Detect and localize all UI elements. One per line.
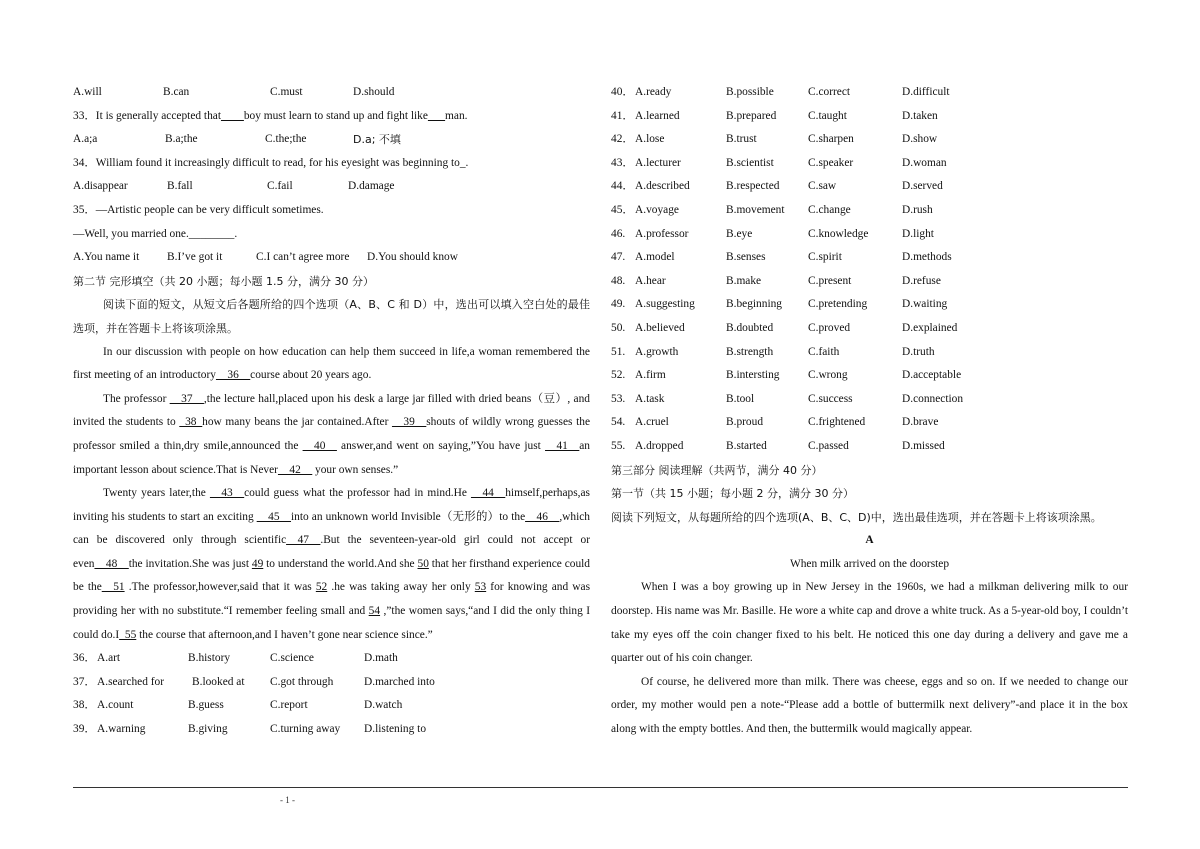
option-c: C.report xyxy=(270,699,308,712)
option-a: A.count xyxy=(97,699,134,712)
options-row xyxy=(611,364,1128,388)
option-d: D.You should know xyxy=(367,251,458,264)
option-b: B.looked at xyxy=(192,675,245,688)
q33-options xyxy=(73,128,590,152)
option-d: D.damage xyxy=(348,180,395,193)
question-33: 33．It is generally accepted that____boy must learn to stand up and fight like___man. xyxy=(73,109,468,122)
option-d: D.refuse xyxy=(902,274,941,287)
option-c: C.got through xyxy=(270,675,334,688)
option-b: B.eye xyxy=(726,227,753,240)
option-a: A.art xyxy=(97,652,121,665)
option-b: B.trust xyxy=(726,133,757,146)
option-d: D.listening to xyxy=(364,723,427,736)
option-a: A.suggesting xyxy=(635,298,695,311)
option-number: 42． xyxy=(611,133,634,146)
options-row-36 xyxy=(73,647,590,671)
blank-38: _38_ xyxy=(179,416,203,429)
option-c: C.I can’t agree more xyxy=(256,251,350,264)
option-c: C.sharpen xyxy=(808,133,854,146)
left-column xyxy=(73,81,590,742)
cloze-instruction: 阅读下面的短文，从短文后各题所给的四个选项（A、B、C 和 D）中，选出可以填入空白处的最佳选项，并在答题卡上将该项涂黑。 xyxy=(73,298,590,335)
question-35-reply: —Well, you married one.________. xyxy=(73,227,238,240)
options-row xyxy=(611,435,1128,459)
blank-39: __39__ xyxy=(392,416,427,429)
blank-40: __40__ xyxy=(302,439,337,452)
option-c: C.present xyxy=(808,274,852,287)
option-c: C.faith xyxy=(808,345,840,358)
option-b: B.senses xyxy=(726,251,766,264)
option-b: B.proud xyxy=(726,416,764,429)
option-d: D.light xyxy=(902,227,934,240)
option-b: B.movement xyxy=(726,203,785,216)
option-b: B.doubted xyxy=(726,321,774,334)
option-b: B.guess xyxy=(188,699,224,712)
option-d: D.math xyxy=(364,652,398,665)
blank-49: 49 xyxy=(251,557,264,570)
option-d: D.rush xyxy=(902,203,933,216)
option-number: 38． xyxy=(73,699,96,712)
part-3-heading: 第三部分 阅读理解（共两节，满分 40 分） xyxy=(611,463,823,477)
blank-53: 53 xyxy=(474,581,487,594)
option-c: C.proved xyxy=(808,321,851,334)
option-a: A.searched for xyxy=(97,675,165,688)
cloze-paragraph-3: Twenty years later,the __43__could guess what the professor had in mind.He __44__himself,perhaps,as inviting his students to start an exciting __45__into an unknown world Invisible（无形的）to the__46__,which can be discovered only through scientific__47__.But the seventeen-year-old girl could not accept or even__48__the invitation.She was just 49 to understand the world.And she 50 that her firsthand experience could be the__51 .The professor,however,said that it was 52 .he was taking away her only 53 for knowing and was providing her with no substitute.“I remember feeling small and 54 ,”the women says,“and I did the only thing I could do.I_55 the course that afternoon,and I haven’t gone near science since.” xyxy=(73,487,591,641)
option-a: A.task xyxy=(635,392,665,405)
option-a: A.believed xyxy=(635,321,685,334)
question-35: 35．—Artistic people can be very difficult sometimes. xyxy=(73,203,324,216)
option-c: C.fail xyxy=(267,180,293,193)
options-row-38 xyxy=(73,694,590,718)
option-number: 45． xyxy=(611,203,634,216)
options-row xyxy=(611,388,1128,412)
option-b: B.history xyxy=(188,652,231,665)
option-d: D.show xyxy=(902,133,938,146)
option-c: C.the;the xyxy=(265,133,307,146)
option-number: 39． xyxy=(73,723,96,736)
options-row-37 xyxy=(73,671,590,695)
option-d: D.marched into xyxy=(364,675,435,688)
option-a: A.cruel xyxy=(635,416,669,429)
question-34: 34．William found it increasingly difficult to read, for his eyesight was beginning to_. xyxy=(73,156,469,169)
option-c: C.passed xyxy=(808,439,849,452)
option-d: D.acceptable xyxy=(902,369,962,382)
option-d: D.truth xyxy=(902,345,935,358)
section-1-heading: 第一节（共 15 小题；每小题 2 分，满分 30 分） xyxy=(611,487,854,501)
option-a: A.hear xyxy=(635,274,666,287)
q35-options xyxy=(73,246,590,270)
option-b: B.I’ve got it xyxy=(167,251,223,264)
page-number: - 1 - xyxy=(280,795,295,805)
option-b: B.beginning xyxy=(726,298,783,311)
blank-42: __42__ xyxy=(277,463,313,476)
option-a: A.model xyxy=(635,251,675,264)
option-c: C.success xyxy=(808,392,853,405)
footer-divider xyxy=(73,787,1128,788)
blank-52: 52 xyxy=(315,581,328,594)
blank-46: __46__ xyxy=(525,510,560,523)
option-a: A.lecturer xyxy=(635,156,681,169)
option-number: 40． xyxy=(611,86,634,98)
option-number: 43． xyxy=(611,156,634,169)
options-row xyxy=(611,152,1128,176)
options-row xyxy=(611,105,1128,129)
blank-51: __51 xyxy=(101,581,125,594)
options-row xyxy=(611,175,1128,199)
passage-paragraph-2: Of course, he delivered more than milk. There was cheese, eggs and so on. If we needed to change our order, my mother would pen a note-“Please add a bottle of buttermilk next delivery”-and place it in the box along with the empty bottles. And then, the buttermilk would magically appear. xyxy=(611,675,1128,736)
blank-45: __45__ xyxy=(256,510,291,523)
blank-47: __47__ xyxy=(286,534,321,547)
option-number: 55. xyxy=(611,439,626,452)
option-a: A.a;a xyxy=(73,133,98,146)
option-number: 49. xyxy=(611,298,626,311)
option-a: A.growth xyxy=(635,345,679,358)
option-b: B.giving xyxy=(188,723,228,736)
blank-36: __36__ xyxy=(215,369,251,382)
option-a: A.learned xyxy=(635,109,680,122)
option-d: D.woman xyxy=(902,156,947,169)
option-b: B.prepared xyxy=(726,109,777,122)
option-d: D.missed xyxy=(902,439,945,452)
section-heading-cloze: 第二节 完形填空（共 20 小题；每小题 1.5 分，满分 30 分） xyxy=(73,274,374,288)
blank-55: _55 xyxy=(119,628,137,641)
cloze-options-list xyxy=(611,81,1128,459)
option-b: B.tool xyxy=(726,392,755,405)
blank: ___ xyxy=(427,109,446,122)
option-c: C.frightened xyxy=(808,416,866,429)
option-d: D.served xyxy=(902,180,943,193)
option-number: 46. xyxy=(611,227,626,240)
option-b: B.started xyxy=(726,439,767,452)
option-number: 54. xyxy=(611,416,626,429)
options-row xyxy=(611,128,1128,152)
option-c: C.taught xyxy=(808,109,847,122)
option-a: A.You name it xyxy=(73,251,140,264)
blank-37: __37__ xyxy=(169,392,204,405)
blank-48: __48__ xyxy=(94,557,129,570)
options-row xyxy=(611,317,1128,341)
option-c: C.must xyxy=(270,86,303,98)
passage-paragraph-1: When I was a boy growing up in New Jersey in the 1960s, we had a milkman delivering milk to our doorstep. His name was Mr. Basille. He wore a white cap and drove a white truck. As a 5-year-old boy, I couldn’t take my eyes off the coin changer fixed to his belt. He noticed this one day during a delivery and gave me a quarter out of his coin changer. xyxy=(611,581,1128,665)
option-c: C.change xyxy=(808,203,851,216)
option-d: D.difficult xyxy=(902,86,950,98)
blank-54: 54 xyxy=(368,605,381,618)
option-a: A.ready xyxy=(635,86,672,98)
option-c: C.turning away xyxy=(270,723,341,736)
option-c: C.science xyxy=(270,652,314,665)
options-row xyxy=(611,411,1128,435)
option-a: A.professor xyxy=(635,227,689,240)
options-row-39 xyxy=(73,718,590,742)
option-a: A.voyage xyxy=(635,203,679,216)
option-a: A.warning xyxy=(97,723,146,736)
option-b: B.possible xyxy=(726,86,774,98)
options-row xyxy=(611,341,1128,365)
option-c: C.speaker xyxy=(808,156,854,169)
option-d: D.should xyxy=(353,86,395,98)
option-d: D.taken xyxy=(902,109,938,122)
blank-41: __41__ xyxy=(545,439,580,452)
option-number: 36． xyxy=(73,652,96,665)
option-d: D.methods xyxy=(902,251,952,264)
reading-instruction: 阅读下列短文，从每题所给的四个选项(A、B、C、D)中，选出最佳选项，并在答题卡上将该项涂黑。 xyxy=(611,510,1102,524)
cloze-paragraph-1: In our discussion with people on how education can help them succeed in life,a woman remembered the first meeting of an introductory__36__course about 20 years ago. xyxy=(73,345,590,382)
option-a: A.firm xyxy=(635,369,666,382)
blank: ____ xyxy=(221,109,244,122)
options-row xyxy=(611,199,1128,223)
options-row xyxy=(611,293,1128,317)
option-d: D.explained xyxy=(902,321,958,334)
options-row xyxy=(611,246,1128,270)
passage-letter: A xyxy=(865,534,874,547)
option-number: 47. xyxy=(611,251,626,264)
option-d: D.watch xyxy=(364,699,403,712)
option-b: B.strength xyxy=(726,345,774,358)
option-c: C.spirit xyxy=(808,251,842,264)
option-d: D.a; 不填 xyxy=(353,133,401,147)
option-b: B.make xyxy=(726,274,762,287)
option-c: C.correct xyxy=(808,86,851,98)
cloze-paragraph-2: The professor __37__,the lecture hall,placed upon his desk a large jar filled with dried beans（豆）, and invited the students to _38_how many beans the jar contained.After __39__shouts of wildly wrong guesses the professor smiled a thin,dry smile,announced the __40__ answer,and went on saying,”You have just __41__an important lesson about science.That is Never__42__ your own senses.” xyxy=(73,392,591,476)
option-number: 50. xyxy=(611,321,626,334)
option-b: B.intersting xyxy=(726,369,780,382)
options-row xyxy=(611,223,1128,247)
option-number: 37． xyxy=(73,675,96,688)
option-b: B.scientist xyxy=(726,156,774,169)
passage-title: When milk arrived on the doorstep xyxy=(789,557,950,570)
option-b: B.fall xyxy=(167,180,193,193)
option-number: 52. xyxy=(611,369,626,382)
option-number: 53. xyxy=(611,392,626,405)
blank-43: __43__ xyxy=(209,487,245,500)
right-column xyxy=(611,81,1128,742)
option-c: C.saw xyxy=(808,180,837,193)
option-c: C.knowledge xyxy=(808,227,869,240)
q34-options xyxy=(73,175,590,199)
option-number: 44． xyxy=(611,180,634,193)
option-b: B.a;the xyxy=(165,133,198,146)
option-c: C.pretending xyxy=(808,298,868,311)
options-row xyxy=(611,81,1128,105)
option-number: 51. xyxy=(611,345,626,358)
option-d: D.waiting xyxy=(902,298,948,311)
option-a: A.described xyxy=(635,180,690,193)
blank-44: __44__ xyxy=(471,487,506,500)
option-c: C.wrong xyxy=(808,369,848,382)
option-d: D.connection xyxy=(902,392,964,405)
option-a: A.lose xyxy=(635,133,665,146)
option-a: A.will xyxy=(73,86,102,98)
option-a: A.disappear xyxy=(73,180,128,193)
option-b: B.respected xyxy=(726,180,780,193)
option-a: A.dropped xyxy=(635,439,684,452)
option-number: 48. xyxy=(611,274,626,287)
q32-options xyxy=(73,81,590,105)
option-d: D.brave xyxy=(902,416,939,429)
option-number: 41． xyxy=(611,109,634,122)
option-b: B.can xyxy=(163,86,190,98)
options-row xyxy=(611,270,1128,294)
blank-50: 50 xyxy=(417,557,429,570)
